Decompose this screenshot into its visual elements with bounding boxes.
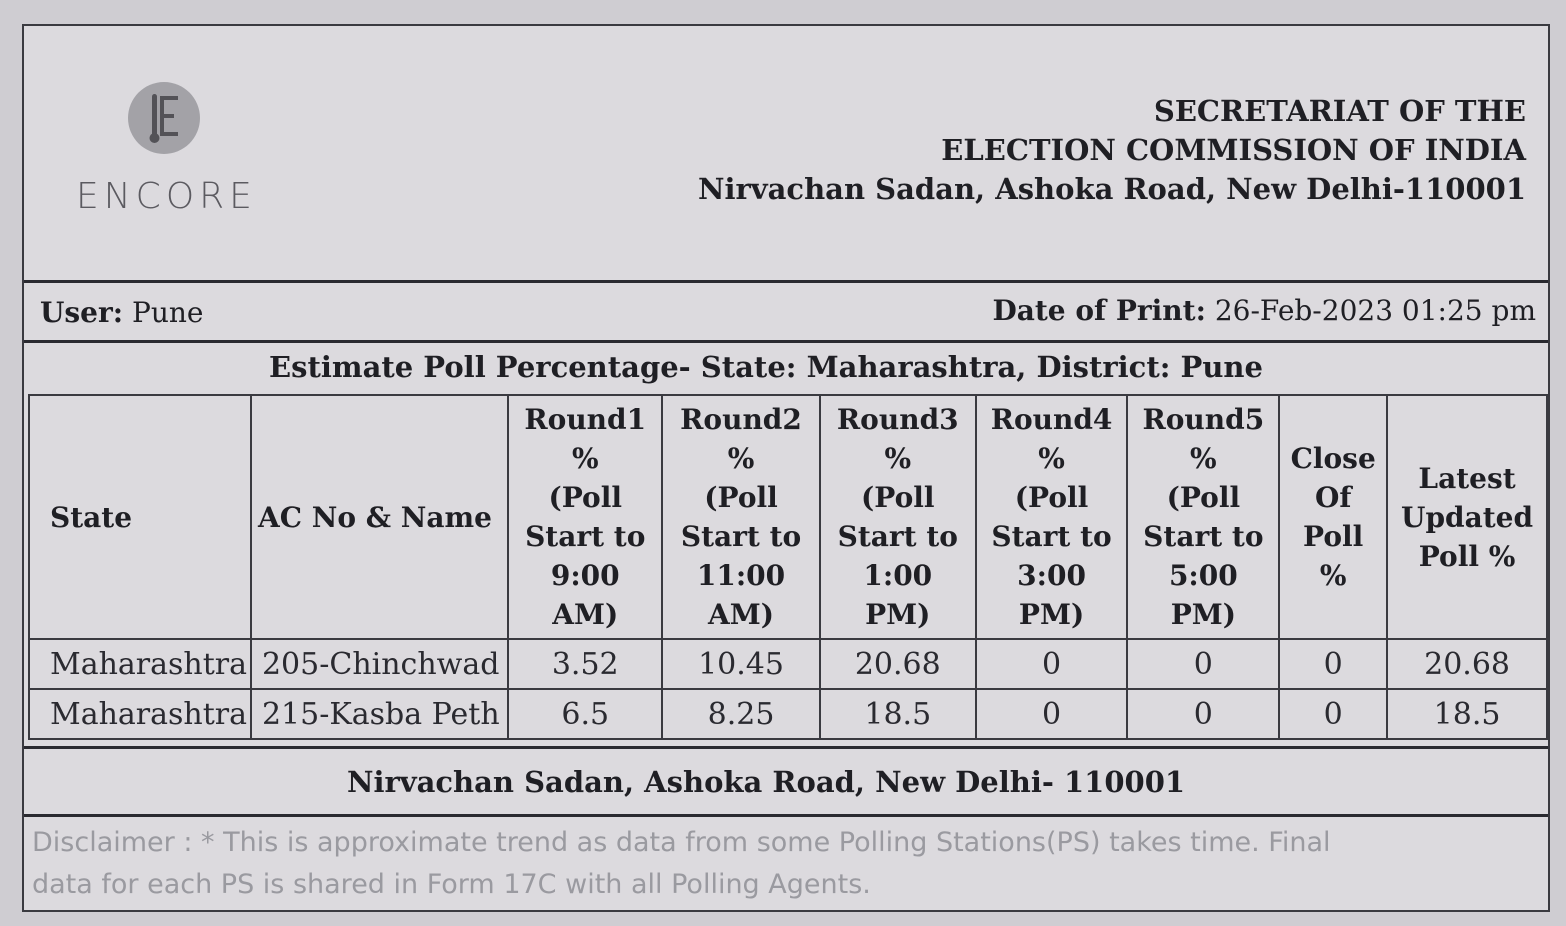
logo-text: ENCORE — [76, 176, 257, 217]
table-row — [29, 689, 1547, 739]
header-round5: Round5 % (Poll Start to 5:00 PM) — [1127, 395, 1279, 639]
poll-table — [28, 394, 1548, 740]
org-line-3: Nirvachan Sadan, Ashoka Road, New Delhi-110001 — [697, 172, 1526, 206]
org-line-2: ELECTION COMMISSION OF INDIA — [941, 133, 1526, 167]
cell-state: Maharashtra — [29, 689, 251, 739]
cell-round1: 6.5 — [508, 689, 662, 739]
header-round1: Round1 % (Poll Start to 9:00 AM) — [508, 395, 662, 639]
header-close-of-poll: Close Of Poll % — [1279, 395, 1387, 639]
report-sheet — [22, 24, 1550, 912]
cell-round4: 0 — [976, 689, 1128, 739]
cell-round5: 0 — [1127, 639, 1279, 689]
cell-close: 0 — [1279, 639, 1387, 689]
user-info — [40, 296, 203, 329]
cell-state: Maharashtra — [29, 639, 251, 689]
cell-round4: 0 — [976, 639, 1128, 689]
cell-ac: 215-Kasba Peth — [251, 689, 508, 739]
cell-latest: 18.5 — [1387, 689, 1547, 739]
divider — [24, 280, 1548, 283]
user-bar — [24, 284, 1548, 338]
table-row — [29, 639, 1547, 689]
disclaimer-line-1: Disclaimer : * This is approximate trend as data from some Polling Stations(PS) takes time. Final — [32, 827, 1331, 858]
header-round4: Round4 % (Poll Start to 3:00 PM) — [976, 395, 1128, 639]
org-line-1: SECRETARIAT OF THE — [1153, 94, 1526, 128]
cell-close: 0 — [1279, 689, 1387, 739]
header-round3: Round3 % (Poll Start to 1:00 PM) — [820, 395, 976, 639]
table-header-row — [29, 395, 1547, 639]
divider — [24, 746, 1548, 749]
cell-round1: 3.52 — [508, 639, 662, 689]
organization-address — [698, 92, 1526, 209]
header-ac: AC No & Name — [251, 395, 508, 639]
divider — [24, 814, 1548, 817]
cell-round3: 18.5 — [820, 689, 976, 739]
thermometer-logo-icon — [128, 82, 200, 154]
print-date-label: Date of Print: — [992, 294, 1206, 327]
cell-round2: 10.45 — [662, 639, 820, 689]
cell-round5: 0 — [1127, 689, 1279, 739]
cell-ac: 205-Chinchwad — [251, 639, 508, 689]
user-label: User: — [40, 296, 124, 329]
disclaimer — [32, 822, 1512, 906]
disclaimer-line-2: data for each PS is shared in Form 17C with all Polling Agents. — [32, 869, 871, 900]
cell-round3: 20.68 — [820, 639, 976, 689]
header-state: State — [29, 395, 251, 639]
header-round2: Round2 % (Poll Start to 11:00 AM) — [662, 395, 820, 639]
report-header — [24, 26, 1548, 280]
divider — [24, 340, 1548, 343]
report-title: Estimate Poll Percentage- State: Maharashtra, District: Pune — [269, 350, 1263, 384]
user-value: Pune — [132, 296, 204, 329]
footer-address: Nirvachan Sadan, Ashoka Road, New Delhi- 110001 — [346, 765, 1186, 799]
header-latest-updated: Latest Updated Poll % — [1387, 395, 1547, 639]
print-date-value: 26-Feb-2023 01:25 pm — [1214, 294, 1536, 327]
cell-round2: 8.25 — [662, 689, 820, 739]
print-date — [992, 294, 1536, 327]
cell-latest: 20.68 — [1387, 639, 1547, 689]
